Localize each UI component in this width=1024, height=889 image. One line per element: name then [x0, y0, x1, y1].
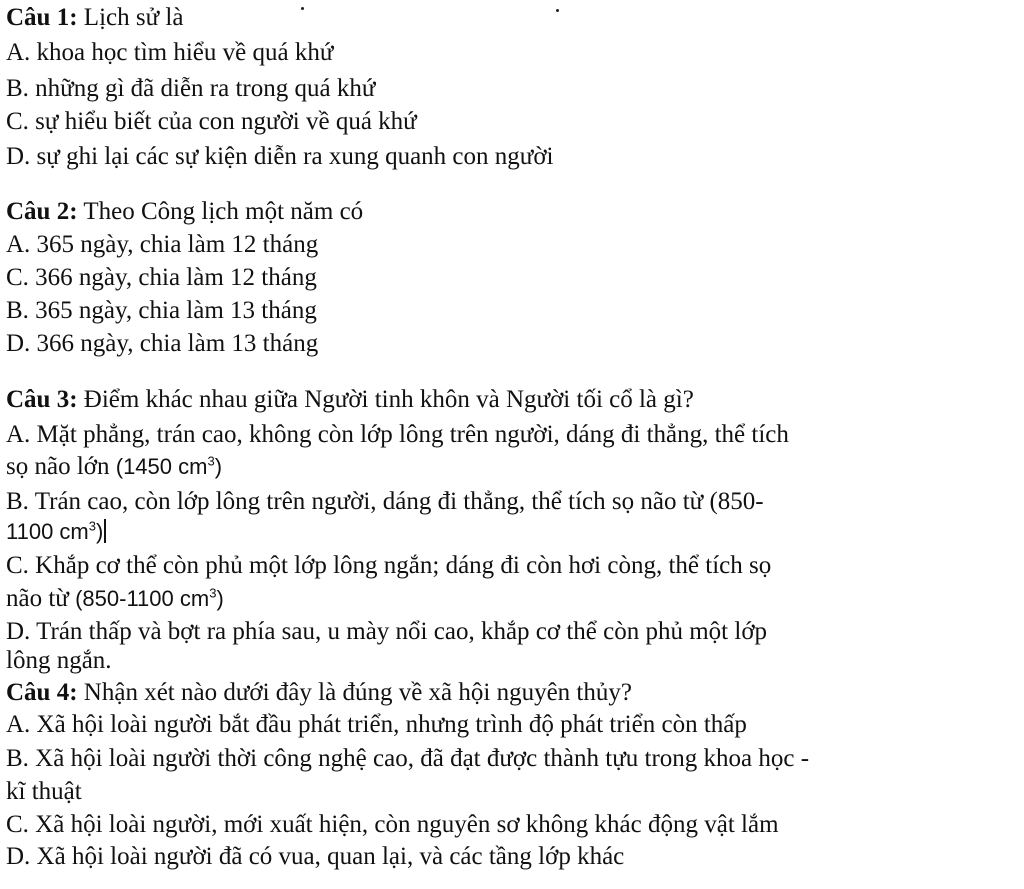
q3-option-b-value: 1100 $cm^3$) [6, 518, 104, 544]
question-1-label: Câu 1: [6, 4, 78, 31]
question-1-text: Lịch sử là [83, 4, 184, 31]
q3-option-a-line-2 [6, 452, 222, 482]
question-3-label: Câu 3: [6, 386, 78, 413]
q1-option-a: A. khoa học tìm hiểu về quá khứ [6, 39, 334, 66]
q2-option-d: D. 366 ngày, chia làm 13 tháng [6, 330, 319, 357]
q3-option-d-line-1: D. Trán thấp và bợt ra phía sau, u mày nổi cao, khắp cơ thể còn phủ một lớp [6, 618, 768, 645]
question-4 [6, 678, 632, 708]
q3-option-a-value: (1450 $cm^3$) [115, 453, 223, 479]
q3-option-b-line-1: B. Trán cao, còn lớp lông trên người, dáng đi thẳng, thể tích sọ não từ (850- [6, 488, 764, 515]
q3-option-a-line-1: A. Mặt phẳng, trán cao, không còn lớp lông trên người, dáng đi thẳng, thể tích [6, 421, 789, 448]
q3-option-c-line-2 [6, 584, 224, 614]
q3-option-d-line-2: lông ngắn. [6, 647, 112, 674]
q4-option-b-line-1: B. Xã hội loài người thời công nghệ cao, đã đạt được thành tựu trong khoa học - [6, 745, 810, 772]
question-3 [6, 385, 694, 415]
q2-option-b: B. 365 ngày, chia làm 13 tháng [6, 297, 317, 324]
q3-option-c-line-1: C. Khắp cơ thể còn phủ một lớp lông ngắn; dáng đi còn hơi còng, thể tích sọ [6, 552, 772, 579]
q1-option-d: D. sự ghi lại các sự kiện diễn ra xung quanh con người [6, 143, 554, 170]
scan-dot [556, 9, 559, 12]
question-2 [6, 197, 363, 227]
question-2-text: Theo Công lịch một năm có [83, 198, 364, 225]
question-4-text: Nhận xét nào dưới đây là đúng về xã hội nguyên thủy? [83, 679, 632, 706]
q2-option-a: A. 365 ngày, chia làm 12 tháng [6, 231, 319, 258]
text-cursor [104, 519, 106, 543]
question-1 [6, 3, 183, 33]
q4-option-b-line-2: kĩ thuật [6, 778, 82, 805]
q3-option-b-line-2 [6, 517, 106, 547]
q2-option-c: C. 366 ngày, chia làm 12 tháng [6, 264, 317, 291]
q1-option-c: C. sự hiểu biết của con người về quá khứ [6, 108, 417, 135]
question-2-label: Câu 2: [6, 198, 78, 225]
q1-option-b: B. những gì đã diễn ra trong quá khứ [6, 75, 376, 102]
question-3-text: Điểm khác nhau giữa Người tinh khôn và Người tối cổ là gì? [83, 386, 694, 413]
q3-option-c-value: (850-1100 $cm^3$) [75, 585, 224, 611]
q4-option-a: A. Xã hội loài người bắt đầu phát triển, nhưng trình độ phát triển còn thấp [6, 711, 747, 738]
q4-option-c: C. Xã hội loài người, mới xuất hiện, còn nguyên sơ không khác động vật lắm [6, 811, 779, 838]
q4-option-d: D. Xã hội loài người đã có vua, quan lại, và các tầng lớp khác [6, 843, 625, 870]
q3-option-a-text: sọ não lớn [6, 453, 116, 480]
scan-dot [301, 7, 304, 10]
q3-option-c-text: não từ [6, 585, 76, 612]
question-4-label: Câu 4: [6, 679, 78, 706]
